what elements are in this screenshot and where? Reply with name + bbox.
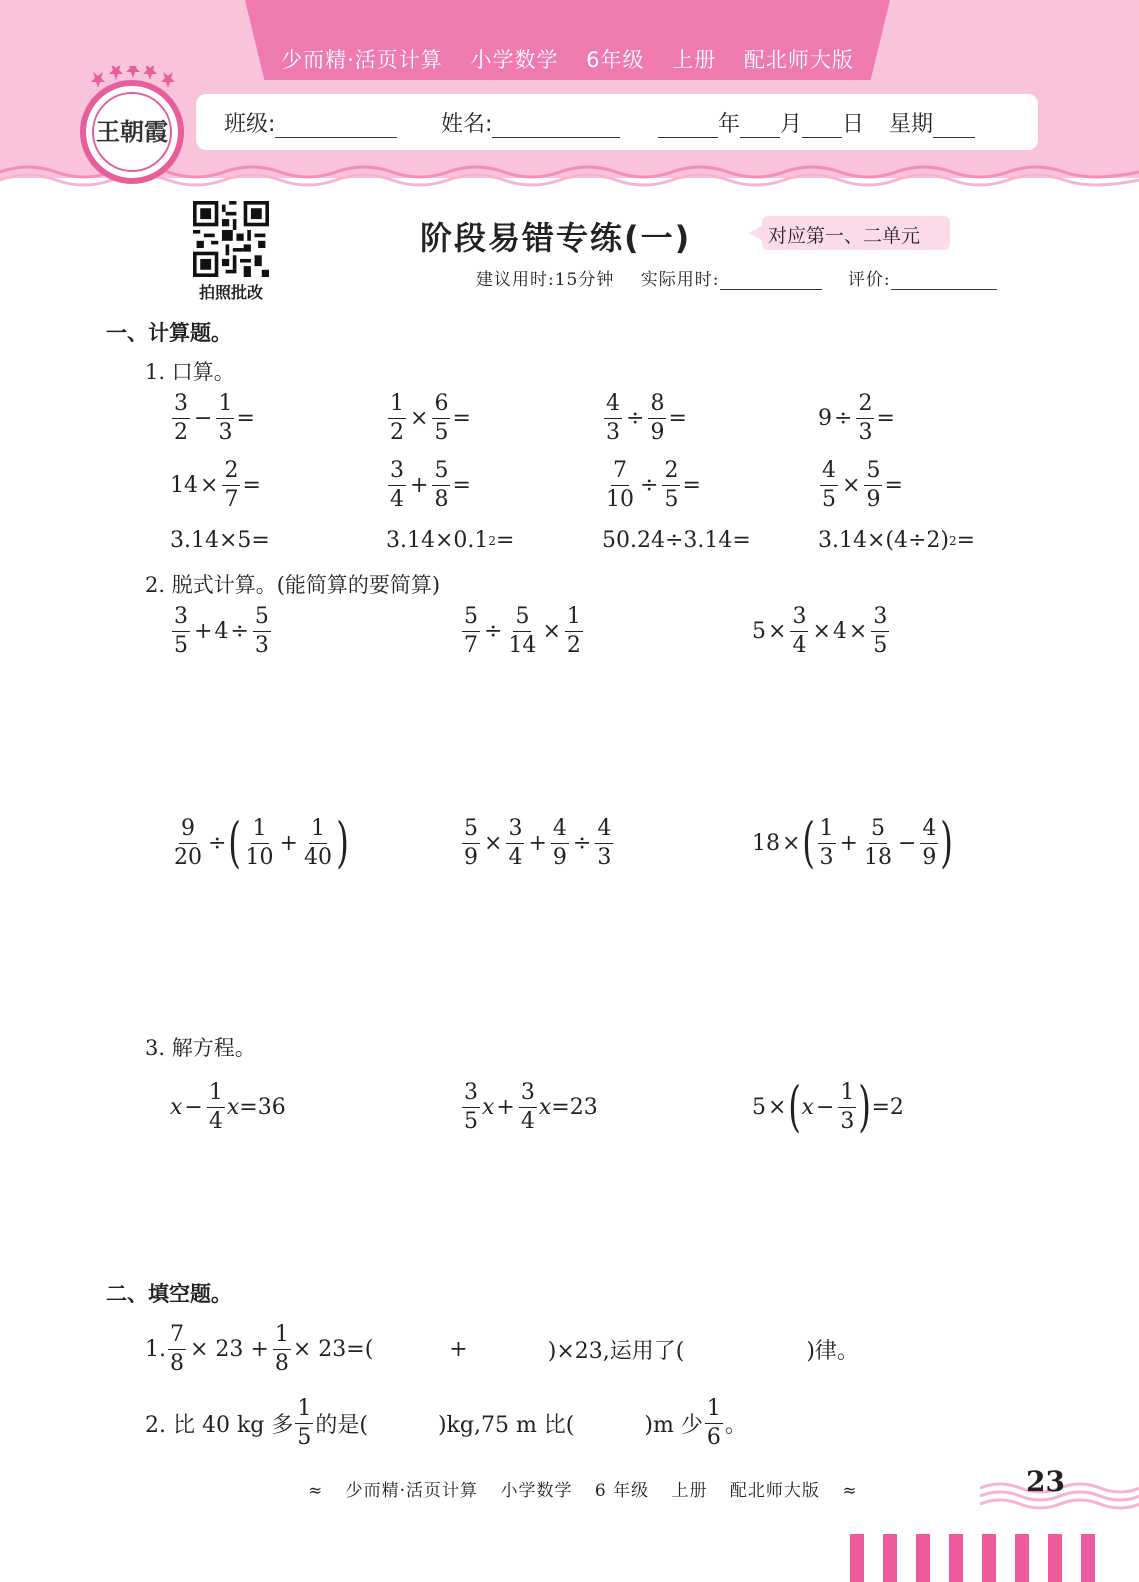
unit-tag-pointer (748, 226, 762, 240)
series-edition: 配北师大版 (743, 48, 854, 72)
equation-1: x − $\frac{1}{4}$ x =36 (170, 1080, 286, 1134)
oral-4: 9 ÷ $\frac{2}{3}$ = (818, 391, 895, 445)
eval-blank[interactable] (891, 271, 997, 290)
class-label: 班级: (224, 112, 276, 137)
calc-2: $\frac{5}{7}$ ÷ $\frac{5}{14}$ × $\frac{1}{2}$ (464, 604, 581, 658)
qr-label: 拍照批改 (198, 283, 263, 302)
series-volume: 上册 (672, 48, 717, 72)
month-blank[interactable] (740, 115, 780, 138)
series-subject: 小学数学 (470, 48, 559, 72)
weekday-label: 星期 (889, 112, 934, 137)
footer-series (300, 1476, 866, 1501)
footer-wave-icon: ≈ (308, 1481, 324, 1501)
suggested-time: 建议用时:15分钟 (476, 270, 615, 290)
footer-wave-icon: ≈ (842, 1481, 858, 1501)
footer-series-name: 少而精·活页计算 (345, 1481, 479, 1501)
oral-12: 3.14×(4÷2) 2 = (818, 528, 976, 553)
oral-10: 3.14×0.1 2 = (386, 528, 515, 553)
year-blank[interactable] (658, 115, 718, 138)
weekday-blank[interactable] (933, 115, 975, 138)
section-1-heading: 一、计算题。 (106, 321, 232, 345)
footer-volume: 上册 (671, 1481, 708, 1501)
time-line (476, 265, 997, 290)
qr-code-icon[interactable] (193, 201, 269, 277)
calc-6: 18 × ( $\frac{1}{3}$ + $\frac{5}{18}$ − $\frac{4}{9}$ ) (752, 811, 954, 874)
footer-subject: 小学数学 (500, 1481, 573, 1501)
stripe (883, 1534, 897, 1582)
page-title: 阶段易错专练(一) (420, 219, 692, 257)
series-name: 少而精·活页计算 (281, 48, 443, 72)
name-blank[interactable] (492, 115, 620, 138)
footer-edition: 配北师大版 (729, 1481, 820, 1501)
section-2-heading: 二、填空题。 (106, 1282, 232, 1306)
actual-time-label: 实际用时: (640, 270, 720, 290)
footer-grade: 6 年级 (594, 1481, 650, 1501)
stripe (982, 1534, 996, 1582)
class-field (224, 107, 397, 138)
calc-5: $\frac{5}{9}$ × $\frac{3}{4}$ + $\frac{4}{9}$ ÷ $\frac{4}{3}$ (464, 816, 612, 870)
fill-question-1: 1. $\frac{7}{8}$ × 23 + $\frac{1}{8}$ × 23=( + )×23,运用了( )律。 (145, 1322, 859, 1376)
oral-2: $\frac{1}{2}$ × $\frac{6}{5}$ = (390, 391, 471, 445)
calc-1: $\frac{3}{5}$ + 4 ÷ $\frac{5}{3}$ (174, 604, 269, 658)
fill-question-2: 2. 比 40 kg 多 $\frac{1}{5}$ 的是( )kg,75 m 比( )m 少 $\frac{1}{6}$ 。 (145, 1396, 747, 1450)
series-grade: 6年级 (586, 48, 645, 72)
question-1-label: 1. 口算。 (145, 360, 235, 384)
equation-2: $\frac{3}{5}$ x + $\frac{3}{4}$ x =23 (464, 1080, 598, 1134)
stripe (916, 1534, 930, 1582)
unit-tag-text: 对应第一、二单元 (768, 225, 921, 247)
page-number: 23 (1026, 1465, 1065, 1498)
name-field (441, 107, 620, 138)
eval-label: 评价: (847, 270, 891, 290)
day-blank[interactable] (802, 115, 842, 138)
logo-text: 王朝霞 (96, 117, 168, 146)
class-blank[interactable] (275, 115, 397, 138)
oral-1: $\frac{3}{2}$ − $\frac{1}{3}$ = (174, 391, 255, 445)
stripe (1015, 1534, 1029, 1582)
logo-stars-icon (88, 66, 178, 96)
oral-7: $\frac{7}{10}$ ÷ $\frac{2}{5}$ = (606, 458, 701, 512)
actual-time-blank[interactable] (720, 271, 822, 290)
stripe (850, 1534, 864, 1582)
oral-6: $\frac{3}{4}$ + $\frac{5}{8}$ = (390, 458, 471, 512)
stripe (1081, 1534, 1095, 1582)
equation-3: 5 × ( x − $\frac{1}{3}$ ) =2 (752, 1075, 904, 1138)
date-field (658, 107, 975, 138)
month-label: 月 (780, 112, 803, 137)
oral-9: 3.14×5= (170, 528, 270, 553)
name-label: 姓名: (441, 112, 493, 137)
calc-4: $\frac{9}{20}$ ÷ ( $\frac{1}{10}$ + $\frac{1}{40}$ ) (174, 811, 349, 874)
question-2-label: 2. 脱式计算。(能简算的要简算) (145, 573, 441, 597)
question-3-label: 3. 解方程。 (145, 1036, 256, 1060)
day-label: 日 (842, 112, 865, 137)
oral-11: 50.24÷3.14= (602, 528, 751, 553)
stripe (949, 1534, 963, 1582)
oral-5: 14 × $\frac{2}{7}$ = (170, 458, 261, 512)
oral-3: $\frac{4}{3}$ ÷ $\frac{8}{9}$ = (606, 391, 687, 445)
stripe (1048, 1534, 1062, 1582)
calc-3: 5 × $\frac{3}{4}$ × 4 × $\frac{3}{5}$ (752, 604, 888, 658)
year-label: 年 (718, 112, 741, 137)
oral-8: $\frac{4}{5}$ × $\frac{5}{9}$ = (822, 458, 903, 512)
header-series (245, 44, 890, 74)
